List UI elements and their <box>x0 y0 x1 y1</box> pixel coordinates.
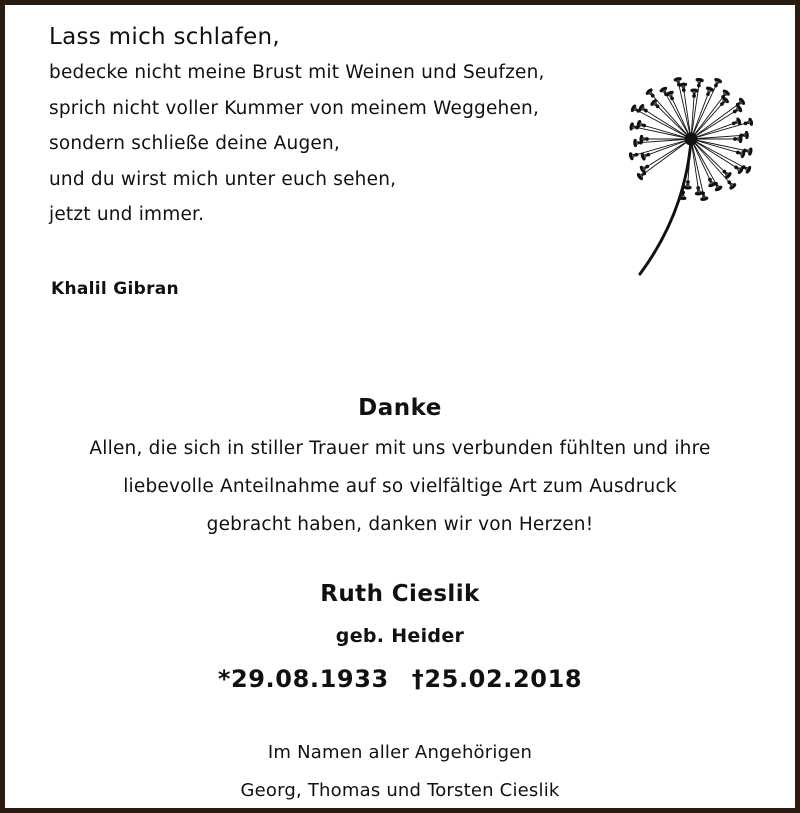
thanks-line: gebracht haben, danken wir von Herzen! <box>206 514 594 535</box>
poem-title: Lass mich schlafen, <box>49 24 281 50</box>
maiden-name: geb. Heider <box>335 625 465 647</box>
poem-author: Khalil Gibran <box>51 279 179 299</box>
poem-line: bedecke nicht meine Brust mit Weinen und Seufzen, <box>49 62 545 83</box>
dandelion-icon <box>621 67 763 279</box>
family-names: Georg, Thomas und Torsten Cieslik <box>240 780 560 801</box>
life-dates: *29.08.1933 †25.02.2018 <box>217 665 583 693</box>
poem <box>49 19 609 233</box>
thanks-text <box>5 430 795 544</box>
family-intro: Im Namen aller Angehörigen <box>267 742 533 763</box>
deceased-name: Ruth Cieslik <box>320 581 480 607</box>
thanks-line: liebevolle Anteilnahme auf so vielfältige Art zum Ausdruck <box>123 476 677 497</box>
poem-line: sondern schließe deine Augen, <box>49 133 340 154</box>
poem-line: jetzt und immer. <box>49 204 205 225</box>
poem-line: sprich nicht voller Kummer von meinem Weggehen, <box>49 97 540 119</box>
poem-line: und du wirst mich unter euch sehen, <box>49 168 397 190</box>
thanks-line: Allen, die sich in stiller Trauer mit uns verbunden fühlten und ihre <box>89 438 711 459</box>
thanks-title: Danke <box>358 395 442 421</box>
